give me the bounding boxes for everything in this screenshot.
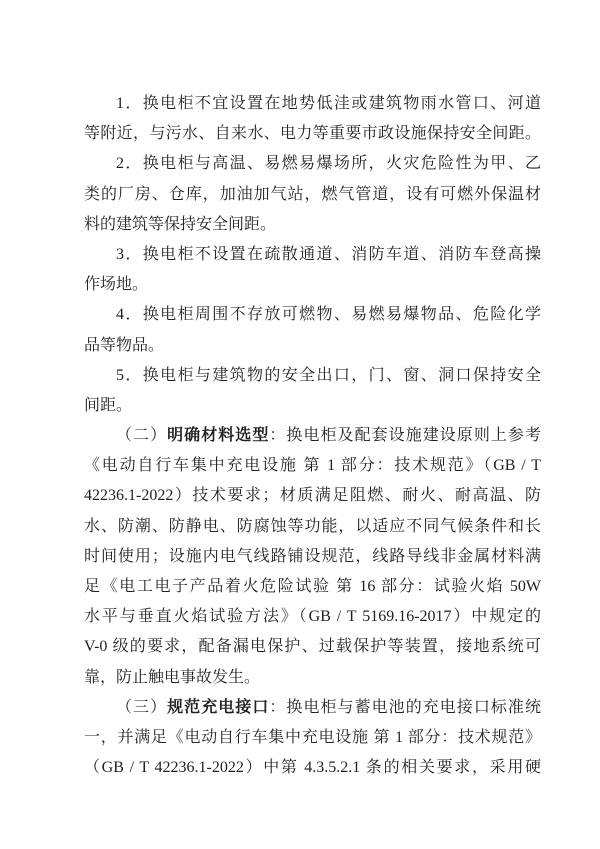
text-line — [84, 481, 541, 511]
text-segment: （二） — [116, 427, 168, 445]
text-segment: ：换电柜与蓄电池的充电接口标准统 — [269, 698, 541, 716]
text-segment: 等附近，与污水、自来水、电力等重要市政设施保持安全间距。 — [84, 125, 541, 143]
text-segment: 作场地。 — [84, 276, 149, 294]
text-line — [84, 391, 541, 421]
text-segment: 5．换电柜与建筑物的安全出口，门、窗、洞口保持安全 — [116, 366, 541, 384]
text-segment: 品等物品。 — [84, 336, 165, 354]
text-segment: 类的厂房、仓库，加油加气站，燃气管道，设有可燃外保温材 — [84, 185, 541, 203]
text-line — [84, 512, 541, 542]
text-segment: （三） — [116, 698, 168, 716]
text-line — [84, 663, 541, 693]
text-line — [84, 331, 541, 361]
text-line — [84, 270, 541, 300]
text-segment: 靠，防止触电事故发生。 — [84, 668, 261, 686]
text-line — [84, 300, 541, 330]
text-segment: 时间使用；设施内电气线路铺设规范，线路导线非金属材料满 — [84, 547, 541, 565]
text-segment: ：换电柜及配套设施建设原则上参考 — [269, 427, 541, 445]
section-label: 明确材料选型 — [167, 427, 270, 445]
text-line — [84, 361, 541, 391]
text-segment: 水、防潮、防静电、防腐蚀等功能，以适应不同气候条件和长 — [84, 517, 541, 535]
text-line — [84, 542, 541, 572]
text-segment: 间距。 — [84, 396, 133, 414]
text-segment: 1．换电柜不宜设置在地势低洼或建筑物雨水管口、河道 — [116, 95, 541, 112]
text-segment: 42236.1-2022）技术要求；材质满足阻燃、耐火、耐高温、防 — [84, 487, 541, 505]
text-segment: V-0 级的要求，配备漏电保护、过载保护等装置，接地系统可 — [84, 638, 541, 656]
text-segment: 《电动自行车集中充电设施 第 1 部分：技术规范》（GB / T — [84, 457, 541, 475]
text-segment: 2．换电柜与高温、易燃易爆场所，火灾危险性为甲、乙 — [116, 155, 541, 173]
text-line — [84, 119, 541, 149]
text-line — [84, 572, 541, 602]
text-segment: 水平与垂直火焰试验方法》（GB / T 5169.16-2017）中规定的 — [84, 608, 541, 626]
text-line — [84, 602, 541, 632]
text-line — [84, 210, 541, 240]
text-line — [84, 240, 541, 270]
text-line — [84, 693, 541, 723]
text-segment: 3．换电柜不设置在疏散通道、消防车道、消防车登高操 — [116, 245, 541, 263]
text-line — [84, 89, 541, 119]
text-line — [84, 723, 541, 753]
text-segment: 4．换电柜周围不存放可燃物、易燃易爆物品、危险化学 — [116, 306, 541, 324]
text-line — [84, 451, 541, 481]
text-segment: 一，并满足《电动自行车集中充电设施 第 1 部分：技术规范》 — [84, 728, 541, 746]
text-line — [84, 180, 541, 210]
text-segment: （GB / T 42236.1-2022）中第 4.3.5.2.1 条的相关要求，采用硬 — [84, 759, 541, 777]
text-line — [84, 632, 541, 662]
text-line — [84, 753, 541, 783]
document-body — [84, 89, 541, 783]
text-line — [84, 149, 541, 179]
text-segment: 足《电工电子产品着火危险试验 第 16 部分：试验火焰 50W — [84, 578, 541, 595]
text-segment: 料的建筑等保持安全间距。 — [84, 215, 277, 233]
text-line — [84, 421, 541, 451]
section-label: 规范充电接口 — [167, 698, 270, 716]
